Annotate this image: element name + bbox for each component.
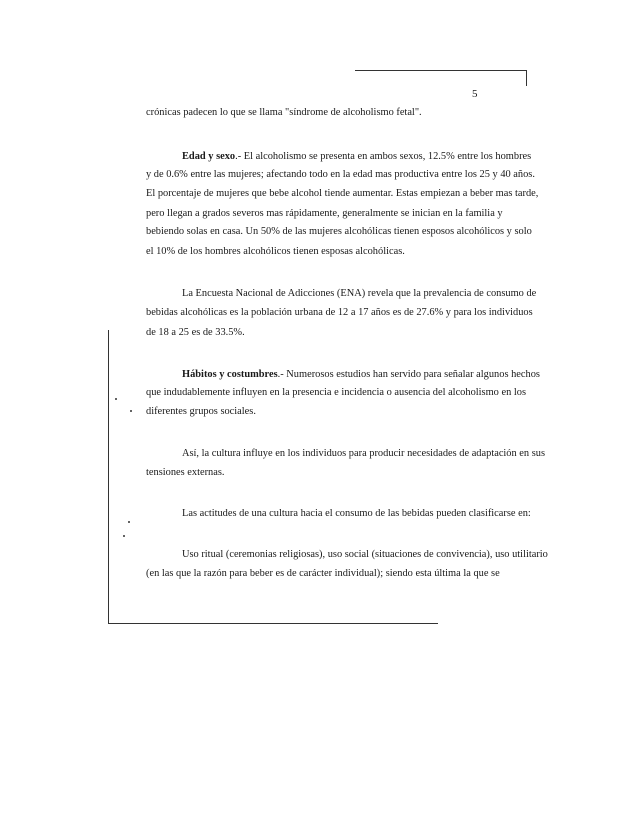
text-line: Así, la cultura influye en los individuos para producir necesidades de adaptación en sus: [182, 448, 545, 459]
text-line: y de 0.6% entre las mujeres; afectando todo en la edad mas productiva entre los 25 y 40 años.: [146, 169, 535, 180]
top-corner-tick: [526, 70, 527, 86]
left-border-line: [108, 330, 109, 624]
scan-speck: [123, 535, 125, 537]
text-line: Las actitudes de una cultura hacia el consumo de las bebidas pueden clasificarse en:: [182, 508, 531, 519]
text-line: crónicas padecen lo que se llama "síndrome de alcoholismo fetal".: [146, 107, 422, 118]
section-heading: Edad y sexo: [182, 151, 236, 162]
text-line: pero llegan a grados severos mas rápidamente, generalmente se inician en la familia y: [146, 208, 503, 219]
section-heading: Hábitos y costumbres: [182, 369, 278, 380]
text-line: (en las que la razón para beber es de carácter individual); siendo esta última la que se: [146, 568, 500, 579]
page-number: 5: [472, 88, 478, 100]
text-line: diferentes grupos sociales.: [146, 406, 256, 417]
text-line: La Encuesta Nacional de Adicciones (ENA) revela que la prevalencia de consumo de: [182, 288, 537, 299]
bottom-border-line: [108, 623, 438, 624]
paragraph-heading-line: [182, 150, 532, 163]
text-line: que indudablemente influyen en la presencia e incidencia o ausencia del alcoholismo en los: [146, 387, 526, 398]
text-line: tensiones externas.: [146, 467, 225, 478]
scan-speck: [128, 521, 130, 523]
top-border-line: [355, 70, 527, 71]
text-line: bebiendo solas en casa. Un 50% de las mujeres alcohólicas tienen esposos alcohólicos y solo: [146, 226, 532, 237]
text-line: Uso ritual (ceremonias religiosas), uso social (situaciones de convivencia), uso utilitario: [182, 549, 548, 560]
text-span: .- El alcoholismo se presenta en ambos sexos, 12.5% entre los hombres: [235, 151, 532, 162]
text-span: .- Numerosos estudios han servido para señalar algunos hechos: [277, 369, 540, 380]
text-line: el 10% de los hombres alcohólicos tienen esposas alcohólicas.: [146, 246, 405, 257]
scan-speck: [130, 410, 132, 412]
text-line: bebidas alcohólicas es la población urbana de 12 a 17 años es de 27.6% y para los individuos: [146, 307, 533, 318]
paragraph-heading-line: [182, 368, 540, 381]
text-line: El porcentaje de mujeres que bebe alcohol tiende aumentar. Estas empiezan a beber mas tarde,: [146, 188, 539, 199]
scan-speck: [115, 398, 117, 400]
text-line: de 18 a 25 es de 33.5%.: [146, 327, 245, 338]
